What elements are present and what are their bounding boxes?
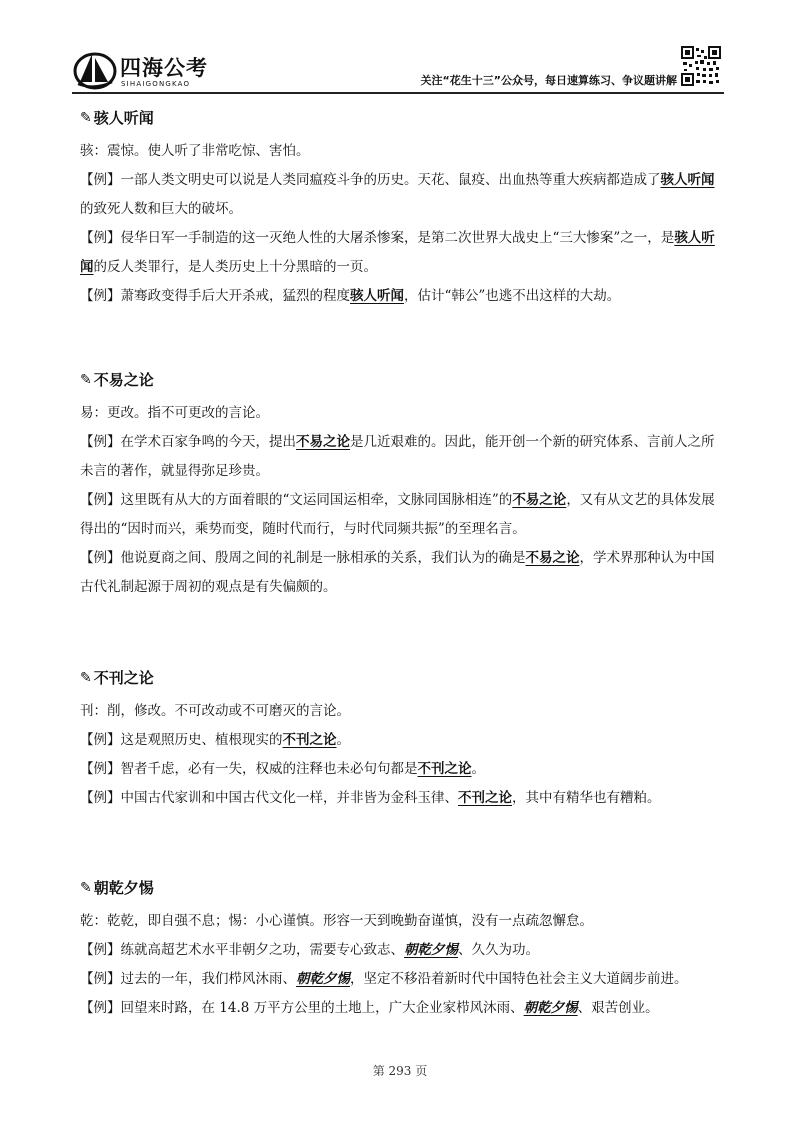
entry-definition: 易：更改。指不可更改的言论。	[80, 405, 269, 421]
keyword-highlight: 不刊之论	[417, 761, 472, 777]
entry-title-text: 不刊之论	[93, 669, 154, 687]
example-paragraph	[80, 994, 720, 1023]
example-text: 是几近艰难的。因此，能开创一个新的研究体系、言前人之所未言的著作，就显得弥足珍贵。	[80, 434, 715, 479]
pencil-icon: ✎	[80, 670, 92, 686]
pencil-icon: ✎	[80, 110, 92, 126]
keyword-highlight: 不刊之论	[282, 732, 337, 748]
example-text: ，估计“韩公”也逃不出这样的大劫。	[404, 288, 621, 304]
brand-subtitle: SIHAIGONGKAO	[121, 80, 191, 88]
example-text: 【例】一部人类文明史可以说是人类同瘟疫斗争的历史。天花、鼠疫、出血热等重大疾病都造成了	[80, 172, 661, 188]
entry-title	[80, 664, 720, 692]
sail-logo-icon	[72, 48, 118, 92]
example-paragraph	[80, 965, 720, 994]
keyword-highlight: 朝乾夕惕	[523, 1000, 578, 1016]
idiom-entry	[80, 104, 720, 311]
keyword-highlight: 骇人听闻	[660, 172, 715, 188]
example-text: 【例】萧骞政变得手后大开杀戒，猛烈的程度	[80, 288, 350, 304]
example-text: 、艰苦创业。	[577, 1000, 659, 1016]
example-paragraph	[80, 544, 720, 602]
entry-definition: 乾：乾乾，即自强不息；惕：小心谨慎。形容一天到晚勤奋谨慎，没有一点疏忽懈怠。	[80, 913, 593, 929]
entry-title-text: 不易之论	[93, 371, 154, 389]
keyword-highlight: 朝乾夕惕	[404, 942, 458, 958]
entry-definition: 骇：震惊。使人听了非常吃惊、害怕。	[80, 143, 310, 159]
keyword-highlight: 不易之论	[525, 550, 580, 566]
example-paragraph	[80, 282, 720, 311]
example-text: ，其中有精华也有糟粕。	[512, 790, 661, 806]
example-text: 的反人类罪行，是人类历史上十分黑暗的一页。	[93, 259, 377, 275]
entry-title	[80, 874, 720, 902]
example-paragraph	[80, 428, 720, 486]
example-text: ，又有从文艺的具体发展得出的“因时而兴，乘势而变，随时代而行，与时代同频共振”的至理名言。	[80, 492, 715, 537]
promo-text: 关注“花生十三”公众号，每日速算练习、争议题讲解	[420, 74, 677, 87]
pencil-icon: ✎	[80, 880, 92, 896]
example-text: 的致死人数和巨大的破坏。	[80, 201, 242, 217]
example-paragraph	[80, 224, 720, 282]
example-text: 、久久为功。	[458, 942, 539, 958]
example-paragraph	[80, 784, 720, 813]
keyword-highlight: 不易之论	[512, 492, 567, 508]
example-text: 【例】过去的一年，我们栉风沐雨、	[80, 971, 296, 987]
example-text: 【例】这是观照历史、植根现实的	[80, 732, 283, 748]
idiom-entry	[80, 874, 720, 1023]
brand-logo	[72, 46, 242, 96]
pencil-icon: ✎	[80, 372, 92, 388]
keyword-highlight: 骇人听闻	[350, 288, 404, 304]
example-text: 【例】这里既有从大的方面着眼的“文运同国运相牵，文脉同国脉相连”的	[80, 492, 513, 508]
entry-title	[80, 104, 720, 132]
header-divider	[72, 92, 724, 94]
page-header	[0, 0, 800, 100]
example-paragraph	[80, 486, 720, 544]
example-paragraph	[80, 755, 720, 784]
example-text: 【例】侵华日军一手制造的这一灭绝人性的大屠杀惨案，是第二次世界大战史上“三大惨案”之一，是	[80, 230, 675, 246]
entry-definition: 刊：削，修改。不可改动或不可磨灭的言论。	[80, 703, 350, 719]
entry-title-text: 朝乾夕惕	[93, 879, 154, 897]
idiom-entry	[80, 366, 720, 602]
example-text: 【例】他说夏商之间、殷周之间的礼制是一脉相承的关系，我们认为的确是	[80, 550, 526, 566]
example-text: 。	[471, 761, 485, 777]
qr-code-icon	[681, 46, 721, 86]
entry-title	[80, 366, 720, 394]
brand-name: 四海公考	[120, 56, 208, 80]
example-text: 【例】在学术百家争鸣的今天，提出	[80, 434, 296, 450]
example-paragraph	[80, 726, 720, 755]
example-text: ，坚定不移沿着新时代中国特色社会主义大道阔步前进。	[350, 971, 688, 987]
page-number: 第 293 页	[372, 1064, 428, 1078]
example-paragraph	[80, 936, 720, 965]
keyword-highlight: 朝乾夕惕	[296, 971, 350, 987]
keyword-highlight: 不刊之论	[458, 790, 512, 806]
example-text: 【例】中国古代家训和中国古代文化一样，并非皆为金科玉律、	[80, 790, 458, 806]
idiom-entry	[80, 664, 720, 813]
example-paragraph	[80, 166, 720, 224]
example-text: 。	[336, 732, 350, 748]
example-text: 【例】智者千虑，必有一失，权威的注释也未必句句都是	[80, 761, 418, 777]
example-text: ，学术界那种认为中国古代礼制起源于周初的观点是有失偏颇的。	[80, 550, 715, 595]
entry-title-text: 骇人听闻	[93, 109, 154, 127]
keyword-highlight: 不易之论	[296, 434, 350, 450]
keyword-highlight: 骇人听闻	[80, 230, 715, 275]
example-text: 【例】练就高超艺术水平非朝夕之功，需要专心致志、	[80, 942, 404, 958]
example-text: 【例】回望来时路，在 14.8 万平方公里的土地上，广大企业家栉风沐雨、	[80, 1000, 524, 1016]
